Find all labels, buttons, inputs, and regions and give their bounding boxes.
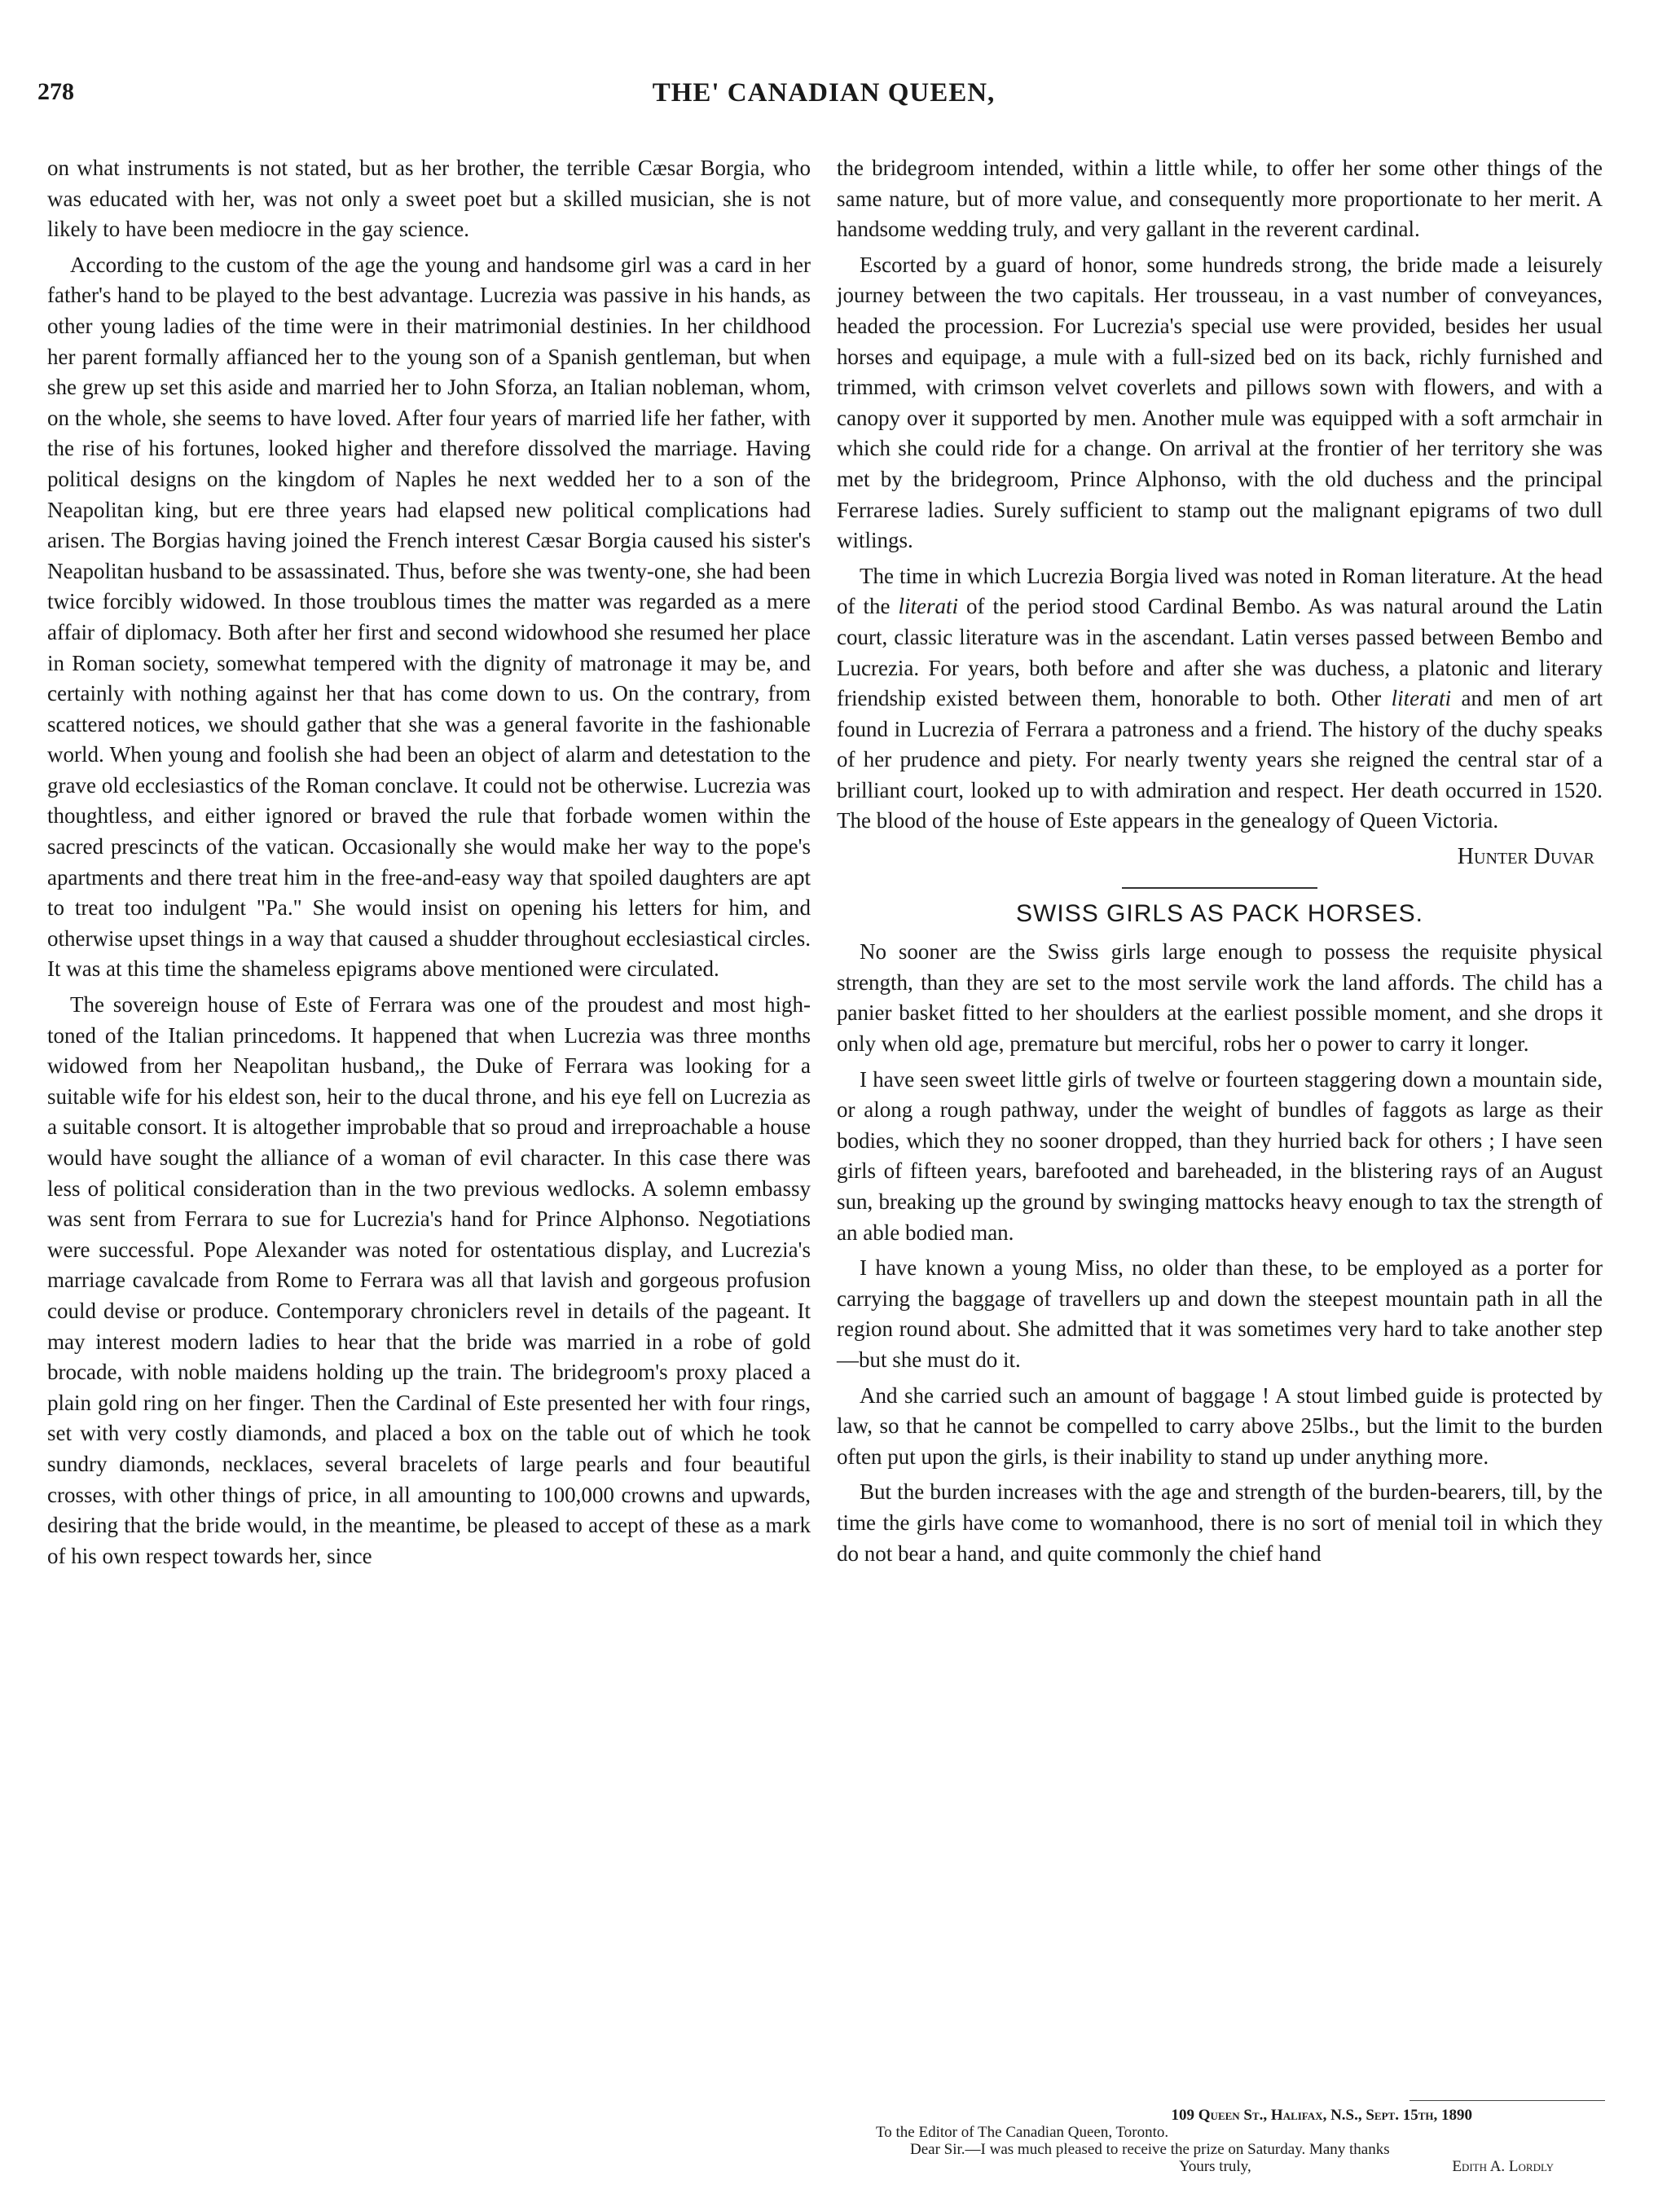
page-number: 278 [37, 78, 74, 105]
paragraph: The sovereign house of Este of Ferrara was one of the proudest and most high-toned of the Italian princedoms. It happened that when Lucrezia was three months widowed from her Neapolitan husband,, the Duke of Ferrara was looking for a suitable wife for his eldest son, heir to the ducal throne, and his eye fell on Lucrezia as a suitable consort. It is altogether improbable that so proud and irreproachable a house would have sought the alliance of a woman of evil character. In this case there was less of political consideration than in the two previous wedlocks. A solemn embassy was sent from Ferrara to sue for Lucrezia's hand for Prince Alphonso. Negotiations were successful. Pope Alexander was noted for ostentatious display, and Lucrezia's marriage cavalcade from Rome to Ferrara was all that lavish and gorgeous profusion could devise or produce. Contemporary chroniclers revel in details of the pageant. It may interest modern ladies to hear that the bride was married in a robe of gold brocade, with noble maidens holding up the train. The bridegroom's proxy placed a plain gold ring on her finger. Then the Cardinal of Este presented her with four rings, set with very costly diamonds, and placed a box on the table out of which he took sundry diamonds, necklaces, several bracelets of large pearls and four beautiful crosses, with other things of price, in all amounting to 100,000 crowns and upwards, desiring that the bride would, in the meantime, be pleased to accept of these as a mark of his own respect towards her, since [47, 992, 811, 1568]
letter-signer: Edith A. Lordly [1452, 2158, 1554, 2175]
paragraph: on what instruments is not stated, but as her brother, the terrible Cæsar Borgia, who was educated with her, was not only a sweet poet but a skilled musician, she is not likely to have been mediocre in the gay science. [47, 156, 811, 242]
right-column [837, 153, 1603, 1574]
letter-body: Dear Sir.—I was much pleased to receive the prize on Saturday. Many thanks [910, 2141, 1390, 2158]
letter-address: 109 Queen St., Halifax, N.S., Sept. 15th, 1890 [1171, 2107, 1472, 2124]
author-signature: Hunter Duvar [1457, 844, 1594, 870]
paragraph: But the burden increases with the age and strength of the burden-bearers, till, by the time the girls have come to womanhood, there is no sort of menial toil in which they do not bear a hand, and quite commonly the chief hand [837, 1479, 1603, 1566]
left-column [47, 153, 811, 1576]
letter-closing [837, 2158, 1603, 2175]
italic-term: literati [898, 594, 958, 619]
page-header [37, 78, 1610, 119]
letter-divider [1410, 2100, 1605, 2101]
text-run: The time in which Lucrezia Borgia lived was noted in Roman literature. At the head of the [837, 563, 1603, 619]
literati-paragraph [837, 561, 1603, 837]
italic-term: literati [1391, 686, 1452, 711]
paragraph: No sooner are the Swiss girls large enough to possess the requisite physical strength, than they are set to the most servile work the land affords. The child has a panier basket fitted to her shoulders at the earliest possible moment, and she drops it only when old age, premature but merciful, robs her o power to carry it longer. [837, 939, 1603, 1057]
letter-recipient: To the Editor of The Canadian Queen, Toronto. [876, 2124, 1169, 2141]
paragraph: I have known a young Miss, no older than these, to be employed as a porter for carrying the baggage of travellers up and down the steepest mountain path in all the region round about. She admitted that it was sometimes very hard to take another step—but she must do it. [837, 1255, 1603, 1372]
reader-letter [837, 2107, 1603, 2175]
paragraph: And she carried such an amount of baggage ! A stout limbed guide is protected by law, so that he cannot be compelled to carry above 25lbs., but the limit to the burden often put upon the girls, is their inability to stand up under anything more. [837, 1382, 1603, 1469]
section-divider [1122, 887, 1317, 889]
paragraph: According to the custom of the age the young and handsome girl was a card in her father's hand to be played to the best advantage. Lucrezia was passive in his hands, as other young ladies of the time were in their matrimonial destinies. In her childhood her parent formally affianced her to the young son of a Spanish gentleman, but when she grew up set this aside and married her to John Sforza, an Italian nobleman, whom, on the whole, she seems to have loved. After four years of married life her father, with the rise of his fortunes, looked higher and therefore dissolved the marriage. Having political designs on the kingdom of Naples he next wedded her to a son of the Neapolitan king, but ere three years had elapsed new political complications had arisen. The Borgias having joined the French interest Cæsar Borgia caused his sister's Neapolitan husband to be assassinated. Thus, before she was twenty-one, she had been twice forcibly widowed. In those troublous times the matter was regarded as a mere affair of diplomacy. Both after her first and second widowhood she resumed her place in Roman society, somewhat tempered with the dignity of matronage it may be, and certainly with nothing against her that has come down to us. On the contrary, from scattered notices, we should gather that she was a general favorite in the fashionable world. When young and foolish she had been an object of alarm and detestation to the grave old ecclesiastics of the Roman conclave. It could not be otherwise. Lucrezia was thoughtless, and either ignored or braved the rule that forbade women within the sacred prescincts of the vatican. Occasionally she would make her way to the pope's apartments and there treat him in the free-and-easy way that spoiled daughters are apt to treat too indulgent "Pa." She would insist on opening his letters for him, and otherwise upset things in a way that caused a shudder throughout ecclesiastical circles. It was at this time the shameless epigrams above mentioned were circulated. [47, 252, 811, 982]
paragraph: I have seen sweet little girls of twelve or fourteen staggering down a mountain side, or along a rough pathway, under the weight of bundles of faggots as large as their bodies, which they no sooner dropped, than they hurried back for others ; I have seen girls of fifteen years, barefooted and bareheaded, in the blistering rays of an August sun, breaking up the ground by swinging mattocks heavy enough to tax the strength of an able bodied man. [837, 1066, 1603, 1245]
text-run: and men of art found in Lucrezia of Ferrara a patroness and a friend. The history of the duchy speaks of her prudence and piety. For nearly twenty years she reigned the central star of a brilliant court, looked up to with admiration and respect. Her death occurred in 1520. The blood of the house of Este appears in the genealogy of Queen Victoria. [837, 686, 1603, 833]
paragraph: the bridegroom intended, within a little while, to offer her some other things of the same nature, but of more value, and consequently more proportionate to her merit. A handsome wedding truly, and very gallant in the reverent cardinal. [837, 156, 1603, 242]
text-run: of the period stood Cardinal Bembo. As was natural around the Latin court, classic literature was in the ascendant. Latin verses passed between Bembo and Lucrezia. For years, both before and after she was duchess, a platonic and literary friendship existed between them, honorable to both. Other [837, 594, 1603, 711]
section-title: SWISS GIRLS AS PACK HORSES. [1016, 899, 1423, 927]
running-title: THE' CANADIAN QUEEN, [652, 78, 996, 108]
closing-phrase: Yours truly, [1179, 2158, 1251, 2175]
paragraph: Escorted by a guard of honor, some hundreds strong, the bride made a leisurely journey between the two capitals. Her trousseau, in a vast number of conveyances, headed the procession. For Lucrezia's special use were provided, besides her usual horses and equipage, a mule with a full-sized bed on its back, richly furnished and trimmed, with crimson velvet coverlets and pillows sown with flowers, and with a canopy over it supported by men. Another mule was equipped with a soft armchair in which she could ride for a change. On arrival at the frontier of her territory she was met by the bridegroom, Prince Alphonso, with the old duchess and the principal Ferrarese ladies. Surely sufficient to stamp out the malignant epigrams of two dull witlings. [837, 252, 1603, 553]
